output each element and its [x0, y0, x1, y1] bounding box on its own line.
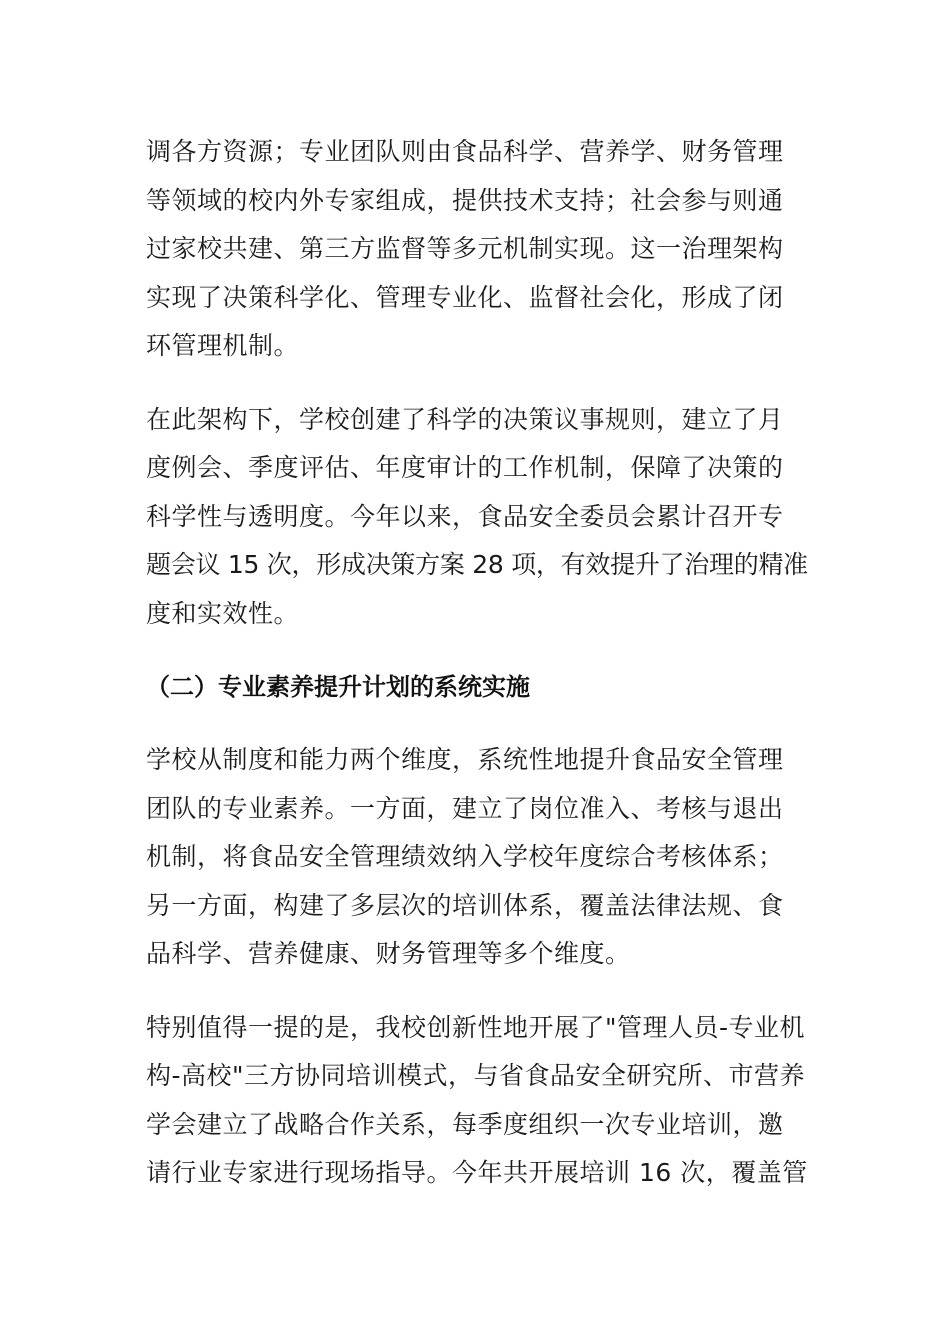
text-line: 实现了决策科学化、管理专业化、监督社会化，形成了闭	[146, 282, 784, 312]
text-line: 度例会、季度评估、年度审计的工作机制，保障了决策的	[146, 453, 784, 482]
paragraph-spacer	[146, 711, 808, 736]
text-line: 环管理机制。	[146, 331, 300, 360]
section-heading: （二）专业素养提升计划的系统实施	[146, 673, 530, 701]
text-line: 调各方资源；专业团队则由食品科学、营养学、财务管理	[146, 137, 784, 166]
text-line: 另一方面，构建了多层次的培训体系，覆盖法律法规、食	[146, 890, 784, 920]
paragraph-spacer	[146, 638, 808, 663]
text-line: 构-高校"三方协同培训模式，与省食品安全研究所、市营养	[146, 1061, 806, 1090]
text-line: 团队的专业素养。一方面，建立了岗位准入、考核与退出	[146, 793, 784, 823]
text-line: 过家校共建、第三方监督等多元机制实现。这一治理架构	[146, 234, 784, 263]
text-line: 科学性与透明度。今年以来，食品安全委员会累计召开专	[146, 501, 784, 531]
text-line: 题会议 15 次，形成决策方案 28 项，有效提升了治理的精准	[146, 550, 808, 579]
paragraph-governance-structure	[146, 128, 808, 371]
paragraph-spacer	[146, 979, 808, 1004]
text-line: 学校从制度和能力两个维度，系统性地提升食品安全管理	[146, 745, 784, 774]
text-line: 度和实效性。	[146, 598, 300, 628]
paragraph-professional-quality	[146, 736, 808, 979]
text-line: 在此架构下，学校创建了科学的决策议事规则，建立了月	[146, 404, 784, 434]
document-body	[146, 128, 808, 1198]
text-line: 品科学、营养健康、财务管理等多个维度。	[146, 939, 631, 968]
text-line: 请行业专家进行现场指导。今年共开展培训 16 次，覆盖管	[146, 1158, 808, 1187]
text-line: 特别值得一提的是，我校创新性地开展了"管理人员-专业机	[146, 1012, 806, 1042]
paragraph-training-model	[146, 1004, 808, 1198]
text-line: 等领域的校内外专家组成，提供技术支持；社会参与则通	[146, 185, 784, 215]
text-line: 机制，将食品安全管理绩效纳入学校年度综合考核体系；	[146, 842, 784, 871]
paragraph-decision-rules	[146, 396, 808, 639]
paragraph-spacer	[146, 371, 808, 396]
text-line: 学会建立了战略合作关系，每季度组织一次专业培训，邀	[146, 1109, 784, 1139]
